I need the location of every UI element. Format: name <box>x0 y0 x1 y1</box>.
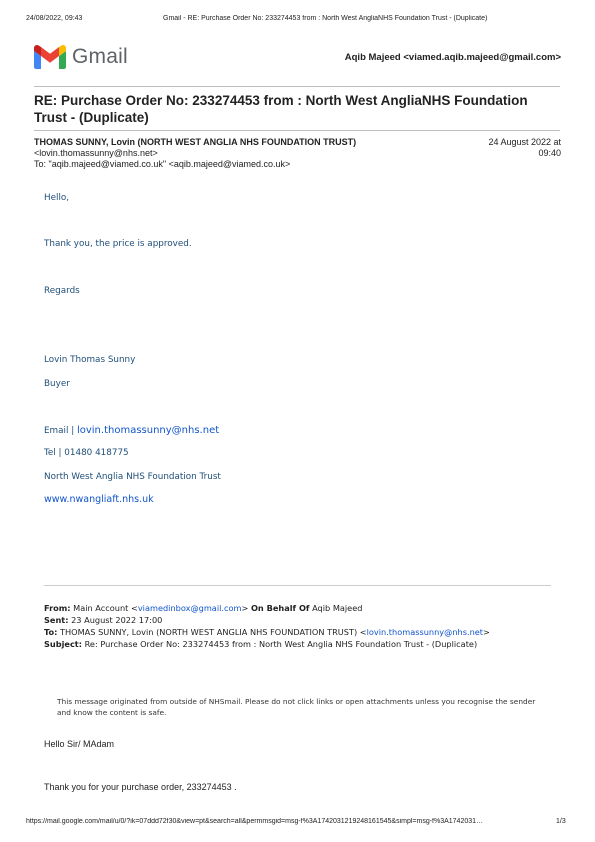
forwarded-to-close: > <box>483 627 490 637</box>
header-divider <box>34 86 560 87</box>
signature-title: Buyer <box>44 379 70 389</box>
signature-website-link[interactable]: www.nwangliaft.nhs.uk <box>44 494 154 505</box>
gmail-m-icon <box>34 45 66 69</box>
message-date-line1: 24 August 2022 at <box>488 137 561 147</box>
signature-name: Lovin Thomas Sunny <box>44 355 136 365</box>
forwarded-from-email-link[interactable]: viamedinbox@gmail.com <box>137 603 242 613</box>
account-label: Aqib Majeed <viamed.aqib.majeed@gmail.com> <box>344 52 561 63</box>
reply-greeting: Hello, <box>44 193 70 203</box>
forwarded-to-row <box>44 626 554 638</box>
forwarded-from-value: Main Account < <box>73 603 138 613</box>
quoted-divider <box>44 585 551 586</box>
print-title: Gmail - RE: Purchase Order No: 233274453 from : North West AngliaNHS Foundation Trust - (Duplicate) <box>163 15 488 22</box>
sender-email: <lovin.thomassunny@nhs.net> <box>34 148 158 158</box>
recipient-line: To: "aqib.majeed@viamed.co.uk" <aqib.majeed@viamed.co.uk> <box>34 159 291 169</box>
reply-regards: Regards <box>44 286 80 296</box>
forwarded-sent-row <box>44 614 554 626</box>
gmail-logo-text: Gmail <box>72 45 128 68</box>
signature-tel-value: 01480 418775 <box>64 448 129 458</box>
forwarded-sent-value: 23 August 2022 17:00 <box>71 615 163 625</box>
forwarded-to-label: To: <box>44 627 58 637</box>
forwarded-header <box>44 602 554 650</box>
signature-email-link[interactable]: lovin.thomassunny@nhs.net <box>76 425 220 436</box>
print-date: 24/08/2022, 09:43 <box>26 15 83 22</box>
forwarded-subject-value: Re: Purchase Order No: 233274453 from : North West Anglia NHS Foundation Trust - (Duplicate) <box>84 639 478 649</box>
signature-tel-row <box>44 448 129 458</box>
forwarded-from-close: > <box>241 603 249 613</box>
original-line: Thank you for your purchase order, 233274453 . <box>44 782 237 792</box>
forwarded-from-row <box>44 602 554 614</box>
signature-email-row <box>44 425 219 436</box>
sender-name: THOMAS SUNNY, Lovin (NORTH WEST ANGLIA NHS FOUNDATION TRUST) <box>34 137 357 147</box>
forwarded-behalf-label: On Behalf Of <box>250 603 310 613</box>
forwarded-sent-label: Sent: <box>44 615 69 625</box>
subject-divider <box>34 130 560 131</box>
forwarded-to-email-link[interactable]: lovin.thomassunny@nhs.net <box>366 627 484 637</box>
forwarded-from-label: From: <box>44 603 71 613</box>
signature-tel-label: Tel | <box>44 448 65 458</box>
print-url: https://mail.google.com/mail/u/0/?ik=07ddd72f30&view=pt&search=all&permmsgid=msg-f%3A1742031219248161545&simpl=msg-f%3A1742031… <box>26 818 484 825</box>
original-greeting: Hello Sir/ MAdam <box>44 739 115 749</box>
forwarded-subject-row <box>44 638 554 650</box>
email-subject: RE: Purchase Order No: 233274453 from : North West AngliaNHS Foundation Trust - (Duplicate) <box>34 93 528 125</box>
forwarded-subject-label: Subject: <box>44 639 82 649</box>
forwarded-behalf-value: Aqib Majeed <box>312 603 363 613</box>
signature-org: North West Anglia NHS Foundation Trust <box>44 472 221 482</box>
message-date-line2: 09:40 <box>538 148 561 158</box>
message-date <box>451 137 561 159</box>
external-notice: This message originated from outside of NHSmail. Please do not click links or open attachments unless you recognise the sender and know the content is safe. <box>57 697 536 717</box>
reply-line: Thank you, the price is approved. <box>44 239 192 249</box>
page-number: 1/3 <box>556 818 566 825</box>
sender-block <box>34 137 414 170</box>
forwarded-to-value: THOMAS SUNNY, Lovin (NORTH WEST ANGLIA NHS FOUNDATION TRUST) < <box>60 627 367 637</box>
gmail-logo <box>34 44 134 70</box>
signature-email-label: Email | <box>44 426 77 436</box>
